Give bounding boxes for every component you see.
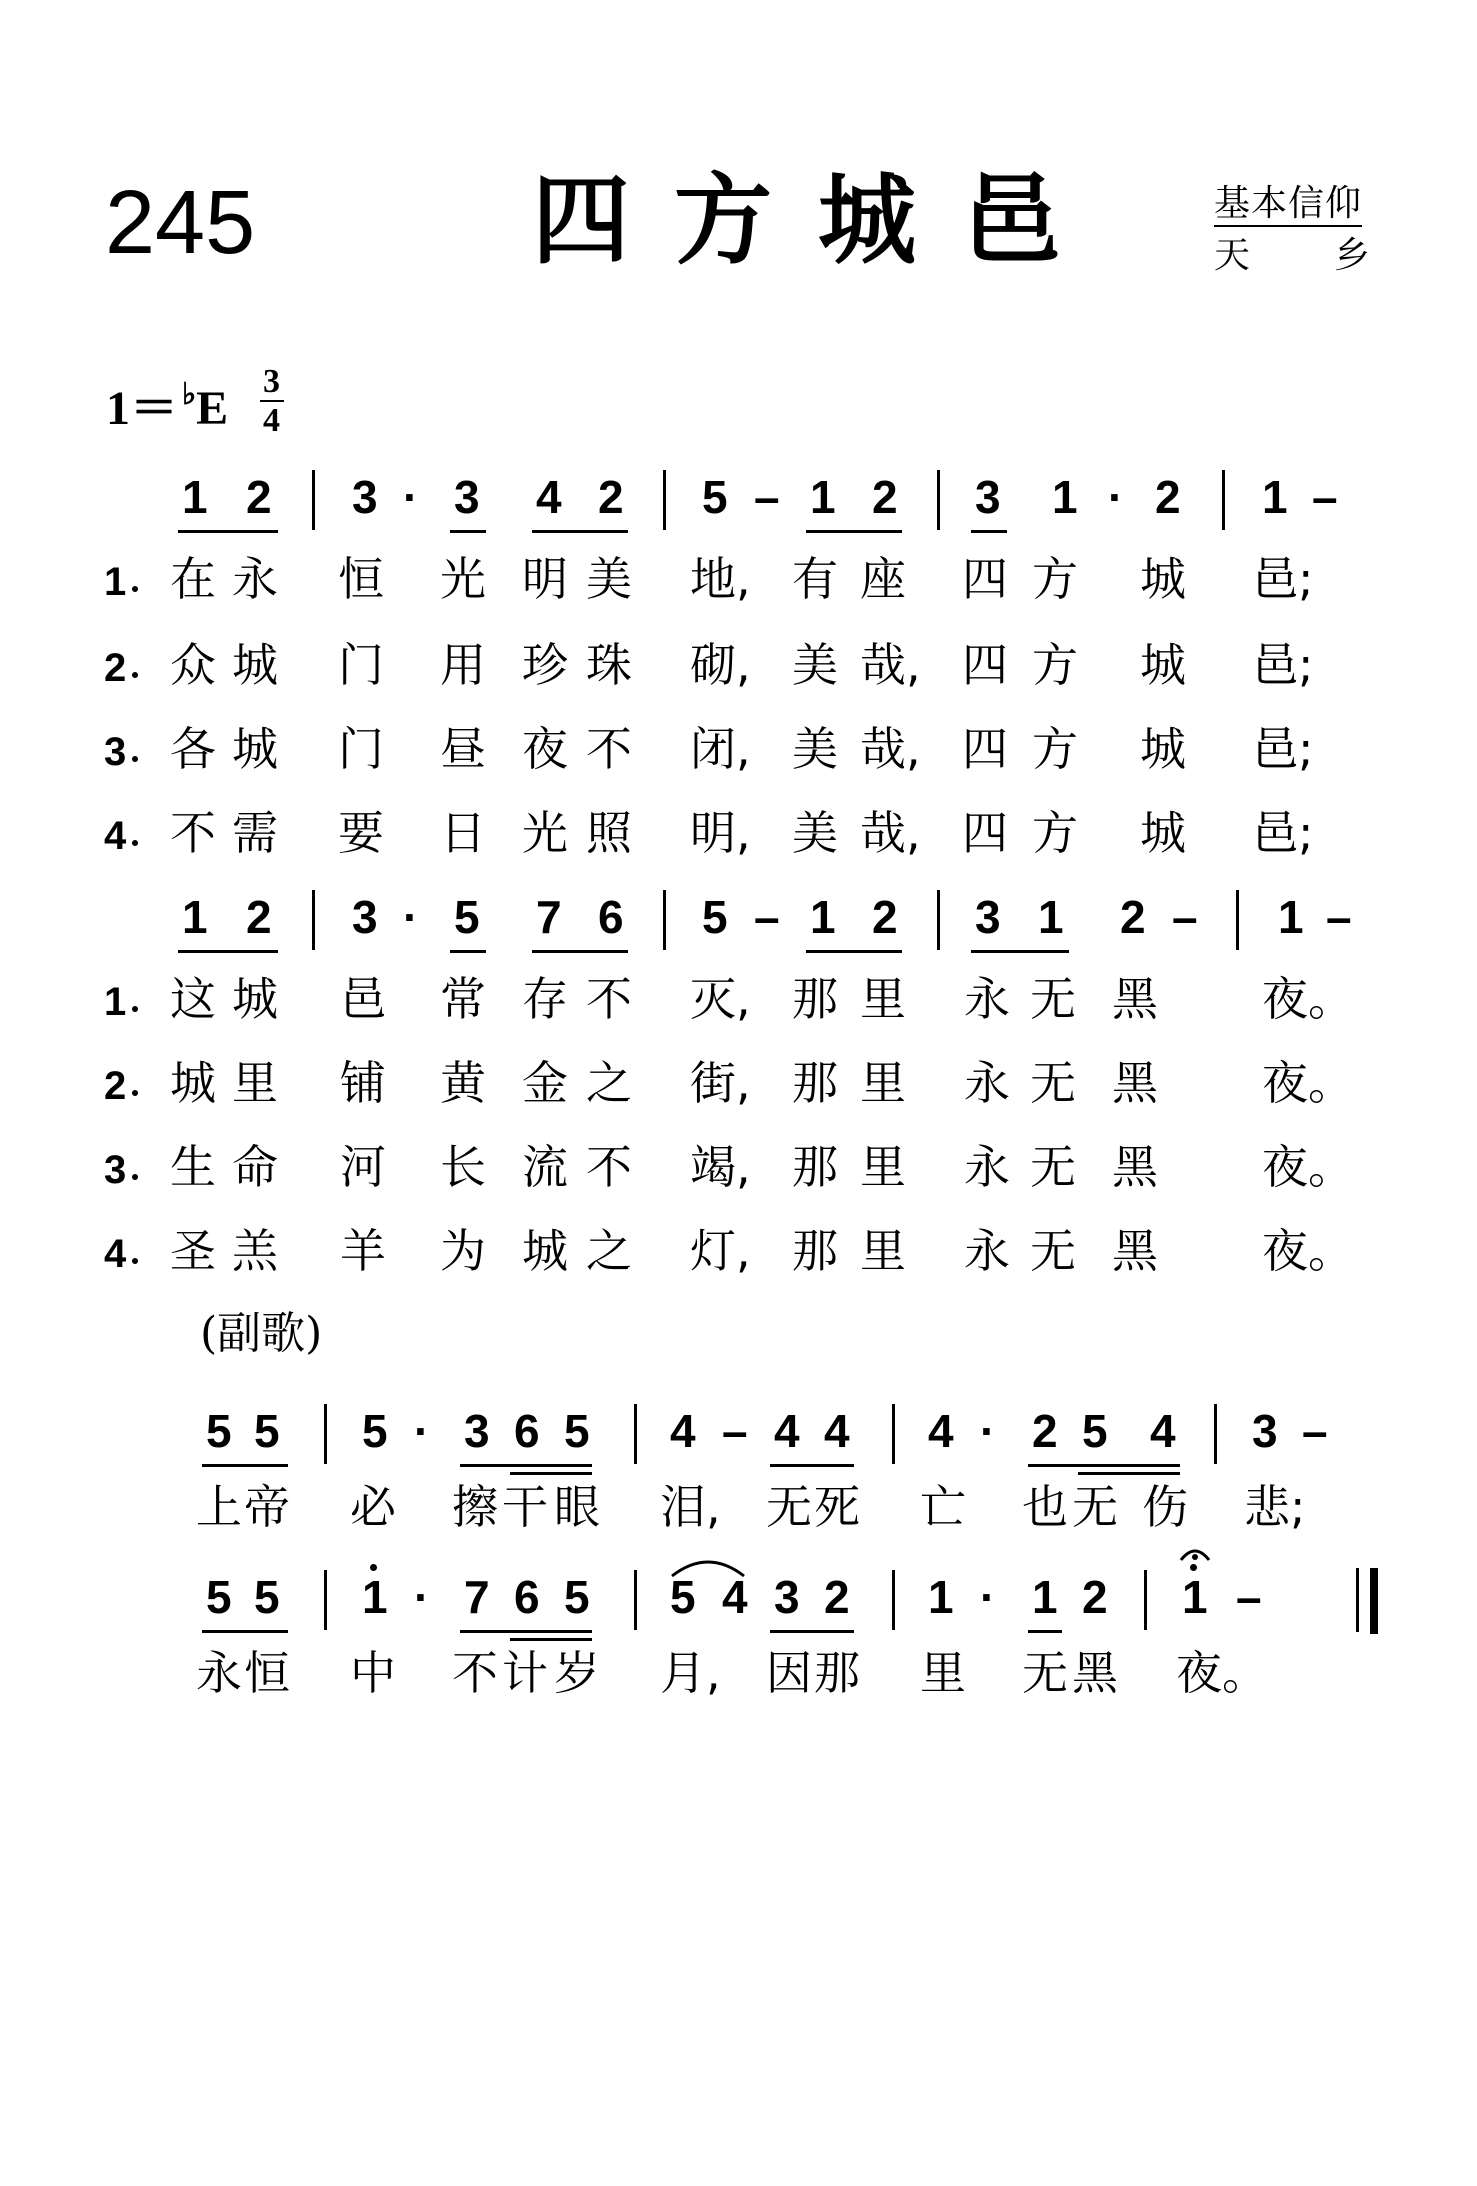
note: 3	[454, 471, 480, 523]
underline	[450, 950, 486, 953]
note: 3	[975, 471, 1001, 523]
lyric-char: 门	[338, 638, 384, 692]
dash: –	[1236, 1571, 1262, 1623]
lyric-line	[0, 722, 1477, 786]
verse-number: 4	[104, 1232, 127, 1276]
lyric-char: 不	[452, 1646, 498, 1700]
lyric-char: 常	[440, 972, 486, 1026]
lyric-char: 帝	[244, 1480, 290, 1534]
lyric-char: 光	[522, 806, 568, 860]
lyric-char: 永	[964, 972, 1010, 1026]
note: 1	[810, 891, 836, 943]
underline	[178, 950, 278, 953]
lyric-char: 泪,	[660, 1480, 721, 1534]
lyric-char: 四	[962, 638, 1008, 692]
lyric-char: 那	[792, 1056, 838, 1110]
lyric-char: 城	[1140, 806, 1186, 860]
verse-dot	[132, 1006, 138, 1012]
note: 5	[564, 1405, 590, 1457]
dash: –	[1326, 891, 1352, 943]
flat-sign: ♭	[182, 378, 197, 411]
time-signature-numerator: 3	[263, 363, 280, 400]
lyric-char: 美	[586, 552, 632, 606]
lyric-char: 伤	[1142, 1480, 1188, 1534]
lyric-char: 岁	[554, 1646, 600, 1700]
key-prefix: 1＝	[106, 382, 179, 435]
lyric-char: 城	[522, 1224, 568, 1278]
music-line	[0, 466, 1477, 536]
verse-dot	[132, 672, 138, 678]
lyric-line	[0, 1056, 1477, 1120]
lyric-char: 美	[792, 638, 838, 692]
verse-dot	[132, 586, 138, 592]
lyric-char: 眼	[554, 1480, 600, 1534]
lyric-char: 邑;	[1252, 552, 1314, 606]
lyric-char: 珍	[522, 638, 568, 692]
lyric-line	[0, 1224, 1477, 1288]
lyric-char: 邑;	[1252, 722, 1314, 776]
lyric-char: 圣	[170, 1224, 216, 1278]
lyric-char: 城	[232, 972, 278, 1026]
note: 4	[722, 1571, 748, 1623]
barline	[1144, 1570, 1147, 1630]
verse-dot	[132, 1258, 138, 1264]
note: 5	[362, 1405, 388, 1457]
lyric-char: 月,	[660, 1646, 721, 1700]
barline	[892, 1570, 895, 1630]
lyric-char: 要	[338, 806, 384, 860]
lyric-char: 方	[1032, 638, 1078, 692]
underline	[971, 530, 1007, 533]
key-signature	[106, 378, 229, 435]
lyric-char: 夜。	[1262, 972, 1354, 1026]
note: 1	[182, 471, 208, 523]
note: 3	[352, 891, 378, 943]
lyric-char: 需	[232, 806, 278, 860]
underline	[202, 1630, 288, 1633]
lyric-char: 城	[1140, 722, 1186, 776]
lyric-char: 照	[586, 806, 632, 860]
lyric-char: 长	[440, 1140, 486, 1194]
barline	[663, 470, 666, 530]
lyric-char: 那	[792, 1224, 838, 1278]
hymn-source-char: 天	[1214, 235, 1251, 276]
lyric-line	[0, 638, 1477, 702]
barline	[937, 470, 940, 530]
lyric-char: 也	[1022, 1480, 1068, 1534]
barline	[312, 470, 315, 530]
time-signature-denominator: 4	[263, 402, 280, 439]
underline	[770, 1630, 854, 1633]
lyric-char: 美	[792, 806, 838, 860]
underline	[1078, 1472, 1180, 1475]
note: 7	[464, 1571, 490, 1623]
lyric-char: 上	[196, 1480, 242, 1534]
title-char: 城	[818, 164, 917, 278]
lyric-char: 恒	[338, 552, 384, 606]
lyric-char: 城	[232, 722, 278, 776]
dot: ·	[1108, 471, 1124, 523]
final-barline-thick	[1370, 1568, 1378, 1634]
underline	[178, 530, 278, 533]
lyric-char: 中	[350, 1646, 396, 1700]
lyric-char: 不	[586, 1140, 632, 1194]
lyric-char: 永	[964, 1224, 1010, 1278]
dash: –	[754, 471, 780, 523]
verse-number: 4	[104, 814, 127, 858]
lyric-char: 四	[962, 806, 1008, 860]
note: 1	[1262, 471, 1288, 523]
lyric-char: 里	[860, 972, 906, 1026]
lyric-char: 不	[586, 722, 632, 776]
note: 4	[1150, 1405, 1176, 1457]
underline	[510, 1472, 592, 1475]
lyric-char: 四	[962, 552, 1008, 606]
lyric-char: 无	[1030, 1224, 1076, 1278]
note: 3	[464, 1405, 490, 1457]
lyric-char: 永	[232, 552, 278, 606]
underline	[806, 950, 902, 953]
note: 2	[824, 1571, 850, 1623]
note: 4	[670, 1405, 696, 1457]
dot: ·	[980, 1405, 996, 1457]
note: 5	[670, 1571, 696, 1623]
underline	[971, 950, 1069, 953]
hymn-number: 245	[105, 173, 256, 273]
lyric-char: 无	[1030, 1056, 1076, 1110]
dot: ·	[980, 1571, 996, 1623]
lyric-char: 灯,	[690, 1224, 751, 1278]
refrain-label: (副歌)	[200, 1308, 323, 1359]
lyric-char: 哉,	[860, 638, 921, 692]
note: 1	[1032, 1571, 1058, 1623]
note: 2	[1032, 1405, 1058, 1457]
verse-number: 1	[104, 980, 127, 1024]
lyric-char: 方	[1032, 552, 1078, 606]
lyric-char: 黑	[1112, 1056, 1158, 1110]
underline	[202, 1464, 288, 1467]
lyric-char: 黑	[1072, 1646, 1118, 1700]
high-octave-dot	[1190, 1564, 1197, 1571]
underline	[532, 950, 628, 953]
lyric-char: 永	[964, 1140, 1010, 1194]
lyric-char: 夜。	[1262, 1056, 1354, 1110]
note: 5	[454, 891, 480, 943]
dash: –	[1302, 1405, 1328, 1457]
underline	[532, 530, 628, 533]
lyric-char: 街,	[690, 1056, 751, 1110]
underline	[460, 1464, 592, 1467]
note: 7	[536, 891, 562, 943]
note: 3	[975, 891, 1001, 943]
lyric-char: 无	[1030, 1140, 1076, 1194]
lyric-char: 羊	[340, 1224, 386, 1278]
note: 4	[928, 1405, 954, 1457]
note: 5	[702, 891, 728, 943]
lyric-char: 夜。	[1262, 1140, 1354, 1194]
lyric-char: 生	[170, 1140, 216, 1194]
lyric-char: 必	[350, 1480, 396, 1534]
verse-number: 3	[104, 1148, 127, 1192]
underline	[450, 530, 486, 533]
note: 1	[1038, 891, 1064, 943]
hymn-category: 基本信仰	[1214, 186, 1362, 227]
note: 3	[774, 1571, 800, 1623]
lyric-char: 里	[232, 1056, 278, 1110]
lyric-line	[0, 972, 1477, 1036]
verse-dot	[132, 1174, 138, 1180]
lyric-char: 夜。	[1262, 1224, 1354, 1278]
lyric-char: 哉,	[860, 806, 921, 860]
lyric-char: 美	[792, 722, 838, 776]
lyric-char: 在	[170, 552, 216, 606]
lyric-char: 明	[522, 552, 568, 606]
lyric-char: 永	[196, 1646, 242, 1700]
lyric-char: 黑	[1112, 1140, 1158, 1194]
verse-number: 3	[104, 730, 127, 774]
lyric-char: 黑	[1112, 972, 1158, 1026]
lyric-char: 流	[522, 1140, 568, 1194]
note: 2	[246, 471, 272, 523]
underline	[460, 1630, 592, 1633]
lyric-char: 无	[1022, 1646, 1068, 1700]
lyric-char: 砌,	[690, 638, 751, 692]
lyric-char: 里	[860, 1224, 906, 1278]
lyric-char: 擦	[452, 1480, 498, 1534]
note: 1	[182, 891, 208, 943]
note: 2	[1082, 1571, 1108, 1623]
note: 3	[352, 471, 378, 523]
note: 2	[872, 891, 898, 943]
lyric-char: 之	[586, 1056, 632, 1110]
lyric-char: 夜。	[1176, 1646, 1268, 1700]
barline	[663, 890, 666, 950]
dash: –	[754, 891, 780, 943]
lyric-line	[0, 806, 1477, 870]
note: 1	[1278, 891, 1304, 943]
hymn-source-char: 乡	[1334, 235, 1371, 276]
note-high: 1	[1182, 1571, 1208, 1623]
lyric-char: 那	[792, 1140, 838, 1194]
underline	[510, 1638, 592, 1641]
lyric-char: 夜	[522, 722, 568, 776]
lyric-char: 那	[814, 1646, 860, 1700]
note: 4	[536, 471, 562, 523]
lyric-char: 邑;	[1252, 638, 1314, 692]
lyric-char: 城	[1140, 552, 1186, 606]
lyric-char: 城	[1140, 638, 1186, 692]
note: 4	[824, 1405, 850, 1457]
lyric-char: 永	[964, 1056, 1010, 1110]
note: 5	[564, 1571, 590, 1623]
note: 4	[774, 1405, 800, 1457]
lyric-char: 昼	[440, 722, 486, 776]
note: 2	[598, 471, 624, 523]
lyric-char: 哉,	[860, 722, 921, 776]
lyric-char: 黑	[1112, 1224, 1158, 1278]
dash: –	[722, 1405, 748, 1457]
underline	[1028, 1630, 1062, 1633]
lyric-line	[0, 1140, 1477, 1204]
verse-dot	[132, 1090, 138, 1096]
lyric-char: 地,	[690, 552, 751, 606]
note: 5	[206, 1571, 232, 1623]
dot: ·	[403, 471, 419, 523]
lyric-char: 闭,	[690, 722, 751, 776]
barline	[634, 1570, 637, 1630]
lyric-char: 方	[1032, 806, 1078, 860]
dot: ·	[403, 891, 419, 943]
high-octave-dot	[370, 1564, 377, 1571]
underline	[806, 530, 902, 533]
final-barline-thin	[1356, 1568, 1359, 1632]
note: 6	[514, 1405, 540, 1457]
lyric-char: 死	[814, 1480, 860, 1534]
lyric-char: 命	[232, 1140, 278, 1194]
verse-number: 2	[104, 1064, 127, 1108]
note-high: 1	[362, 1571, 388, 1623]
lyric-char: 无	[1030, 972, 1076, 1026]
lyric-line	[0, 1646, 1477, 1710]
title-char: 邑	[962, 164, 1061, 278]
lyric-char: 因	[766, 1646, 812, 1700]
dot: ·	[414, 1571, 430, 1623]
note: 2	[872, 471, 898, 523]
note: 1	[1052, 471, 1078, 523]
note: 6	[598, 891, 624, 943]
barline	[634, 1404, 637, 1464]
lyric-char: 用	[440, 638, 486, 692]
lyric-char: 计	[502, 1646, 548, 1700]
barline	[1214, 1404, 1217, 1464]
barline	[1222, 470, 1225, 530]
lyric-char: 金	[522, 1056, 568, 1110]
barline	[324, 1404, 327, 1464]
verse-dot	[132, 840, 138, 846]
underline	[1028, 1464, 1180, 1467]
lyric-char: 珠	[586, 638, 632, 692]
lyric-char: 干	[502, 1480, 548, 1534]
note: 5	[1082, 1405, 1108, 1457]
music-line	[0, 1400, 1477, 1470]
lyric-char: 有	[792, 552, 838, 606]
music-line	[0, 1566, 1477, 1636]
lyric-char: 不	[586, 972, 632, 1026]
lyric-char: 门	[338, 722, 384, 776]
lyric-char: 羔	[232, 1224, 278, 1278]
lyric-char: 四	[962, 722, 1008, 776]
lyric-char: 为	[440, 1224, 486, 1278]
barline	[892, 1404, 895, 1464]
lyric-char: 不	[170, 806, 216, 860]
verse-dot	[132, 756, 138, 762]
barline	[1236, 890, 1239, 950]
lyric-char: 之	[586, 1224, 632, 1278]
lyric-line	[0, 1480, 1477, 1544]
note: 5	[206, 1405, 232, 1457]
lyric-char: 明,	[690, 806, 751, 860]
lyric-char: 城	[170, 1056, 216, 1110]
lyric-char: 这	[170, 972, 216, 1026]
lyric-char: 光	[440, 552, 486, 606]
lyric-char: 存	[522, 972, 568, 1026]
dash: –	[1312, 471, 1338, 523]
music-line	[0, 886, 1477, 956]
lyric-char: 河	[340, 1140, 386, 1194]
note: 1	[928, 1571, 954, 1623]
lyric-char: 众	[170, 638, 216, 692]
underline	[770, 1464, 854, 1467]
lyric-char: 里	[860, 1056, 906, 1110]
verse-number: 1	[104, 560, 127, 604]
lyric-char: 日	[440, 806, 486, 860]
lyric-char: 悲;	[1244, 1480, 1306, 1534]
lyric-char: 恒	[244, 1646, 290, 1700]
lyric-char: 邑;	[1252, 806, 1314, 860]
fermata-icon	[1178, 1540, 1212, 1564]
key-note: E	[196, 382, 229, 435]
lyric-line	[0, 552, 1477, 616]
lyric-char: 城	[232, 638, 278, 692]
note: 2	[246, 891, 272, 943]
barline	[324, 1570, 327, 1630]
verse-number: 2	[104, 646, 127, 690]
barline	[937, 890, 940, 950]
title-char: 方	[674, 164, 773, 278]
lyric-char: 方	[1032, 722, 1078, 776]
note: 2	[1120, 891, 1146, 943]
lyric-char: 铺	[340, 1056, 386, 1110]
lyric-char: 座	[860, 552, 906, 606]
note: 5	[254, 1405, 280, 1457]
lyric-char: 邑	[340, 972, 386, 1026]
lyric-char: 竭,	[690, 1140, 751, 1194]
lyric-char: 那	[792, 972, 838, 1026]
lyric-char: 里	[860, 1140, 906, 1194]
note: 2	[1155, 471, 1181, 523]
lyric-char: 无	[1072, 1480, 1118, 1534]
lyric-char: 无	[766, 1480, 812, 1534]
dot: ·	[414, 1405, 430, 1457]
lyric-char: 各	[170, 722, 216, 776]
note: 5	[702, 471, 728, 523]
note: 3	[1252, 1405, 1278, 1457]
note: 6	[514, 1571, 540, 1623]
lyric-char: 黄	[440, 1056, 486, 1110]
lyric-char: 亡	[920, 1480, 966, 1534]
title-char: 四	[532, 164, 631, 278]
barline	[312, 890, 315, 950]
lyric-char: 里	[920, 1646, 966, 1700]
dash: –	[1172, 891, 1198, 943]
note: 1	[810, 471, 836, 523]
note: 5	[254, 1571, 280, 1623]
lyric-char: 灭,	[690, 972, 751, 1026]
